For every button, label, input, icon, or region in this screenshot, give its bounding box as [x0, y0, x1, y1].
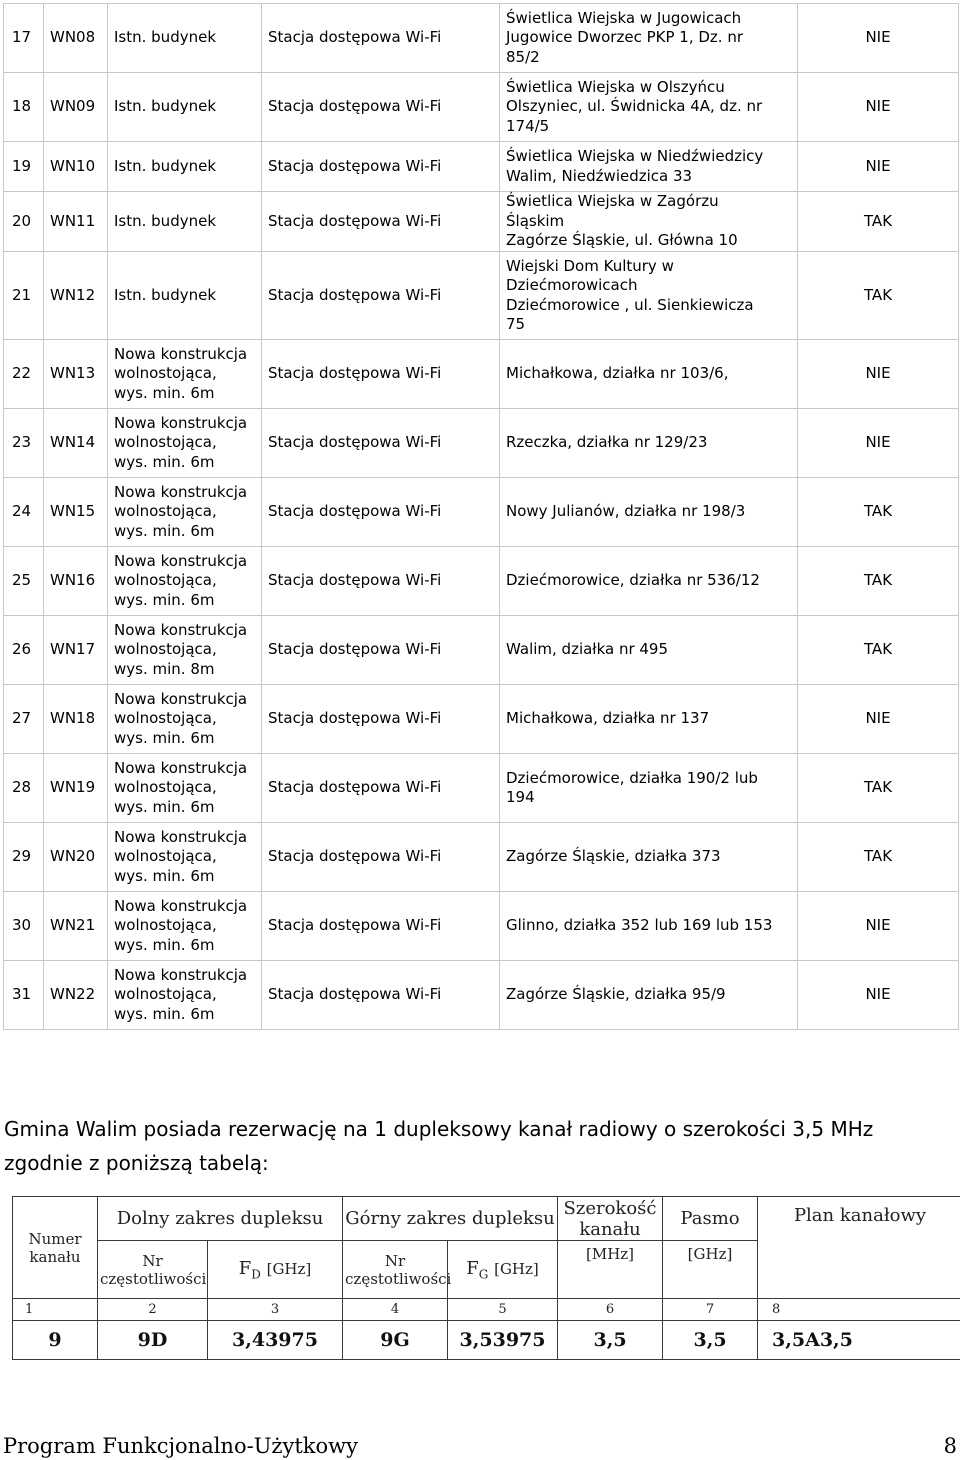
row-number: 25: [4, 547, 44, 616]
header-band: Pasmo: [663, 1197, 758, 1241]
object-type: Nowa konstrukcja wolnostojąca, wys. min. 6m: [108, 685, 262, 754]
point-id: WN17: [44, 616, 108, 685]
table-row: [4, 252, 959, 340]
point-id: WN13: [44, 340, 108, 409]
station-table: [3, 3, 959, 1030]
station-type: Stacja dostępowa Wi-Fi: [262, 73, 500, 142]
header-upper-freq-no: Nr częstotliwości: [343, 1241, 448, 1299]
object-type: Nowa konstrukcja wolnostojąca, wys. min. 6m: [108, 754, 262, 823]
location: Świetlica Wiejska w Olszyńcu Olszyniec, ul. Świdnicka 4A, dz. nr 174/5: [500, 73, 798, 142]
column-number: 6: [558, 1299, 663, 1321]
location: Nowy Julianów, działka nr 198/3: [500, 478, 798, 547]
column-number: 8: [758, 1299, 960, 1321]
object-type: Nowa konstrukcja wolnostojąca, wys. min. 6m: [108, 547, 262, 616]
table-row: [4, 823, 959, 892]
column-number-row: [13, 1299, 960, 1321]
station-type: Stacja dostępowa Wi-Fi: [262, 252, 500, 340]
point-id: WN21: [44, 892, 108, 961]
row-number: 22: [4, 340, 44, 409]
flag-value: NIE: [798, 73, 959, 142]
location: Dziećmorowice, działka nr 536/12: [500, 547, 798, 616]
channel-value-row: [13, 1321, 960, 1360]
station-type: Stacja dostępowa Wi-Fi: [262, 142, 500, 192]
row-number: 19: [4, 142, 44, 192]
table-row: [4, 478, 959, 547]
flag-value: NIE: [798, 142, 959, 192]
row-number: 29: [4, 823, 44, 892]
row-number: 30: [4, 892, 44, 961]
column-number: 5: [448, 1299, 558, 1321]
table-row: [4, 4, 959, 73]
table-row: [4, 754, 959, 823]
row-number: 17: [4, 4, 44, 73]
point-id: WN08: [44, 4, 108, 73]
station-type: Stacja dostępowa Wi-Fi: [262, 340, 500, 409]
station-type: Stacja dostępowa Wi-Fi: [262, 4, 500, 73]
point-id: WN19: [44, 754, 108, 823]
location: Michałkowa, działka nr 137: [500, 685, 798, 754]
point-id: WN12: [44, 252, 108, 340]
row-number: 26: [4, 616, 44, 685]
flag-value: TAK: [798, 754, 959, 823]
row-number: 20: [4, 192, 44, 252]
column-number: 4: [343, 1299, 448, 1321]
location: Wiejski Dom Kultury w Dziećmorowicach Dziećmorowice , ul. Sienkiewicza 75: [500, 252, 798, 340]
point-id: WN14: [44, 409, 108, 478]
point-id: WN11: [44, 192, 108, 252]
station-type: Stacja dostępowa Wi-Fi: [262, 754, 500, 823]
object-type: Istn. budynek: [108, 73, 262, 142]
location: Świetlica Wiejska w Niedźwiedzicy Walim, Niedźwiedzica 33: [500, 142, 798, 192]
column-number: 2: [98, 1299, 208, 1321]
flag-value: NIE: [798, 409, 959, 478]
page-number: 8: [944, 1434, 957, 1458]
point-id: WN15: [44, 478, 108, 547]
row-number: 27: [4, 685, 44, 754]
location: Świetlica Wiejska w Zagórzu Śląskim Zagórze Śląskie, ul. Główna 10: [500, 192, 798, 252]
header-lower-range: Dolny zakres dupleksu: [98, 1197, 343, 1241]
flag-value: TAK: [798, 478, 959, 547]
point-id: WN09: [44, 73, 108, 142]
flag-value: TAK: [798, 192, 959, 252]
row-number: 28: [4, 754, 44, 823]
header-fd: $F_D$ [GHz]: [208, 1241, 343, 1299]
station-type: Stacja dostępowa Wi-Fi: [262, 616, 500, 685]
flag-value: TAK: [798, 823, 959, 892]
table-row: [4, 142, 959, 192]
header-lower-freq-no: Nr częstotliwości: [98, 1241, 208, 1299]
object-type: Nowa konstrukcja wolnostojąca, wys. min. 8m: [108, 616, 262, 685]
station-type: Stacja dostępowa Wi-Fi: [262, 409, 500, 478]
header-fg: $F_G$ [GHz]: [448, 1241, 558, 1299]
table-row: [4, 547, 959, 616]
channel-value: 3,43975: [208, 1321, 343, 1360]
flag-value: NIE: [798, 685, 959, 754]
point-id: WN20: [44, 823, 108, 892]
header-upper-range: Górny zakres dupleksu: [343, 1197, 558, 1241]
table-row: [4, 192, 959, 252]
location: Glinno, działka 352 lub 169 lub 153: [500, 892, 798, 961]
flag-value: NIE: [798, 4, 959, 73]
flag-value: TAK: [798, 616, 959, 685]
location: Dziećmorowice, działka 190/2 lub 194: [500, 754, 798, 823]
object-type: Istn. budynek: [108, 252, 262, 340]
location: Rzeczka, działka nr 129/23: [500, 409, 798, 478]
header-ghz: [GHz]: [663, 1241, 758, 1299]
object-type: Nowa konstrukcja wolnostojąca, wys. min. 6m: [108, 409, 262, 478]
channel-value: 9G: [343, 1321, 448, 1360]
location: Zagórze Śląskie, działka 95/9: [500, 961, 798, 1030]
object-type: Istn. budynek: [108, 142, 262, 192]
station-type: Stacja dostępowa Wi-Fi: [262, 547, 500, 616]
point-id: WN22: [44, 961, 108, 1030]
channel-value: 9: [13, 1321, 98, 1360]
document-title: Program Funkcjonalno-Użytkowy: [3, 1434, 358, 1458]
header-channel-number: Numer kanału: [13, 1197, 98, 1299]
location: Walim, działka nr 495: [500, 616, 798, 685]
object-type: Istn. budynek: [108, 192, 262, 252]
channel-value: 3,5: [558, 1321, 663, 1360]
object-type: Nowa konstrukcja wolnostojąca, wys. min. 6m: [108, 340, 262, 409]
column-number: 1: [13, 1299, 98, 1321]
channel-value: 3,5A3,5: [758, 1321, 960, 1360]
table-row: [4, 961, 959, 1030]
station-type: Stacja dostępowa Wi-Fi: [262, 478, 500, 547]
flag-value: NIE: [798, 961, 959, 1030]
channel-value: 3,53975: [448, 1321, 558, 1360]
table-row: [4, 685, 959, 754]
flag-value: NIE: [798, 892, 959, 961]
table-row: [4, 892, 959, 961]
table-row: [4, 409, 959, 478]
row-number: 21: [4, 252, 44, 340]
row-number: 24: [4, 478, 44, 547]
header-mhz: [MHz]: [558, 1241, 663, 1299]
station-type: Stacja dostępowa Wi-Fi: [262, 961, 500, 1030]
channel-value: 3,5: [663, 1321, 758, 1360]
station-type: Stacja dostępowa Wi-Fi: [262, 192, 500, 252]
table-row: [4, 73, 959, 142]
header-channel-plan: Plan kanałowy: [758, 1197, 960, 1299]
channel-value: 9D: [98, 1321, 208, 1360]
location: Zagórze Śląskie, działka 373: [500, 823, 798, 892]
station-type: Stacja dostępowa Wi-Fi: [262, 892, 500, 961]
flag-value: TAK: [798, 252, 959, 340]
object-type: Nowa konstrukcja wolnostojąca, wys. min. 6m: [108, 478, 262, 547]
location: Świetlica Wiejska w Jugowicach Jugowice Dworzec PKP 1, Dz. nr 85/2: [500, 4, 798, 73]
page-footer: [3, 1434, 957, 1460]
object-type: Nowa konstrukcja wolnostojąca, wys. min. 6m: [108, 961, 262, 1030]
reservation-paragraph: [4, 1112, 960, 1180]
station-type: Stacja dostępowa Wi-Fi: [262, 823, 500, 892]
point-id: WN16: [44, 547, 108, 616]
row-number: 18: [4, 73, 44, 142]
column-number: 3: [208, 1299, 343, 1321]
object-type: Nowa konstrukcja wolnostojąca, wys. min. 6m: [108, 892, 262, 961]
reservation-line-2: zgodnie z poniższą tabelą:: [4, 1146, 960, 1180]
station-type: Stacja dostępowa Wi-Fi: [262, 685, 500, 754]
flag-value: NIE: [798, 340, 959, 409]
table-row: [4, 616, 959, 685]
row-number: 31: [4, 961, 44, 1030]
flag-value: TAK: [798, 547, 959, 616]
point-id: WN10: [44, 142, 108, 192]
location: Michałkowa, działka nr 103/6,: [500, 340, 798, 409]
reservation-line-1: Gmina Walim posiada rezerwację na 1 dupleksowy kanał radiowy o szerokości 3,5 MHz: [4, 1112, 960, 1146]
object-type: Istn. budynek: [108, 4, 262, 73]
header-channel-width: Szerokość kanału: [558, 1197, 663, 1241]
row-number: 23: [4, 409, 44, 478]
duplex-channel-table: [12, 1196, 960, 1360]
table-row: [4, 340, 959, 409]
column-number: 7: [663, 1299, 758, 1321]
point-id: WN18: [44, 685, 108, 754]
object-type: Nowa konstrukcja wolnostojąca, wys. min. 6m: [108, 823, 262, 892]
